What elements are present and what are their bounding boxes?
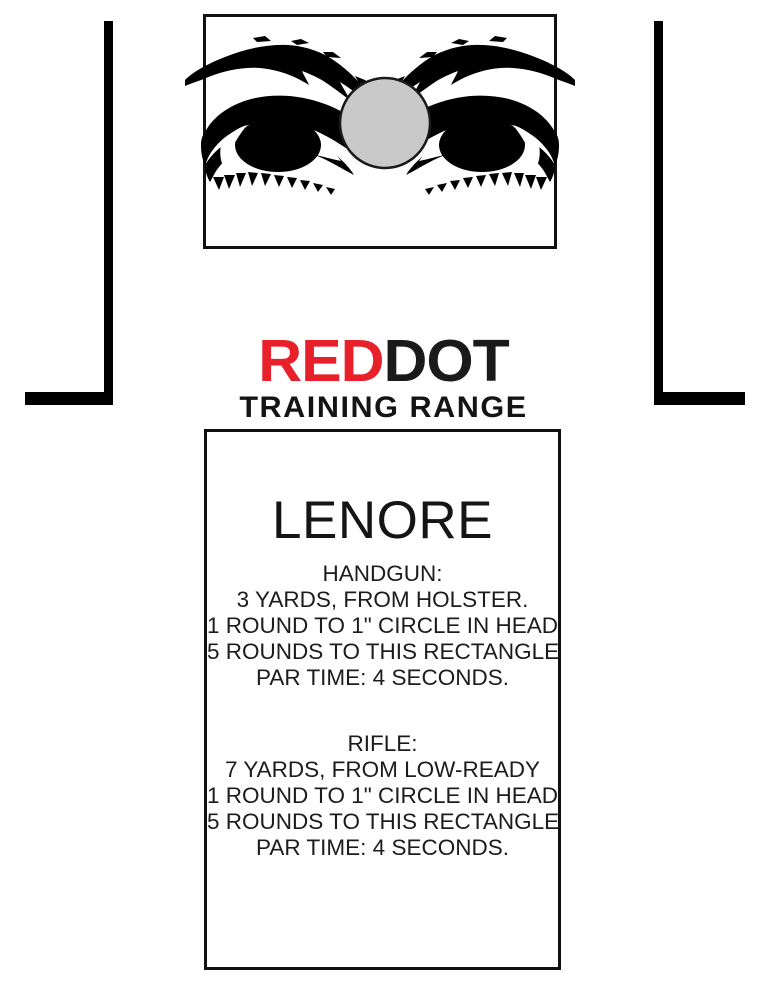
drill-section-handgun xyxy=(207,561,558,691)
section-heading: HANDGUN: xyxy=(322,561,443,586)
drill-line: 1 ROUND TO 1" CIRCLE IN HEAD xyxy=(207,783,558,808)
head-target-box xyxy=(203,14,557,249)
drill-section-rifle xyxy=(207,731,558,861)
section-spacer xyxy=(207,691,558,717)
instruction-content xyxy=(207,432,558,861)
drill-name: LENORE xyxy=(272,491,493,550)
drill-line: 7 YARDS, FROM LOW-READY xyxy=(224,757,541,782)
drill-line: PAR TIME: 4 SECONDS. xyxy=(256,835,509,860)
logo-word-red: RED xyxy=(258,328,384,394)
section-heading: RIFLE: xyxy=(347,731,418,756)
drill-line: 5 ROUNDS TO THIS RECTANGLE xyxy=(207,809,560,834)
drill-line: 3 YARDS, FROM HOLSTER. xyxy=(236,587,529,612)
logo-subtitle: TRAINING RANGE xyxy=(239,391,528,424)
drill-line: PAR TIME: 4 SECONDS. xyxy=(256,665,509,690)
logo-word-dot: DOT xyxy=(383,328,509,394)
instruction-target-box xyxy=(204,429,561,970)
logo-wordmark xyxy=(0,328,767,394)
drill-line: 5 ROUNDS TO THIS RECTANGLE xyxy=(207,639,560,664)
drill-line: 1 ROUND TO 1" CIRCLE IN HEAD xyxy=(207,613,558,638)
logo-block xyxy=(0,328,767,424)
